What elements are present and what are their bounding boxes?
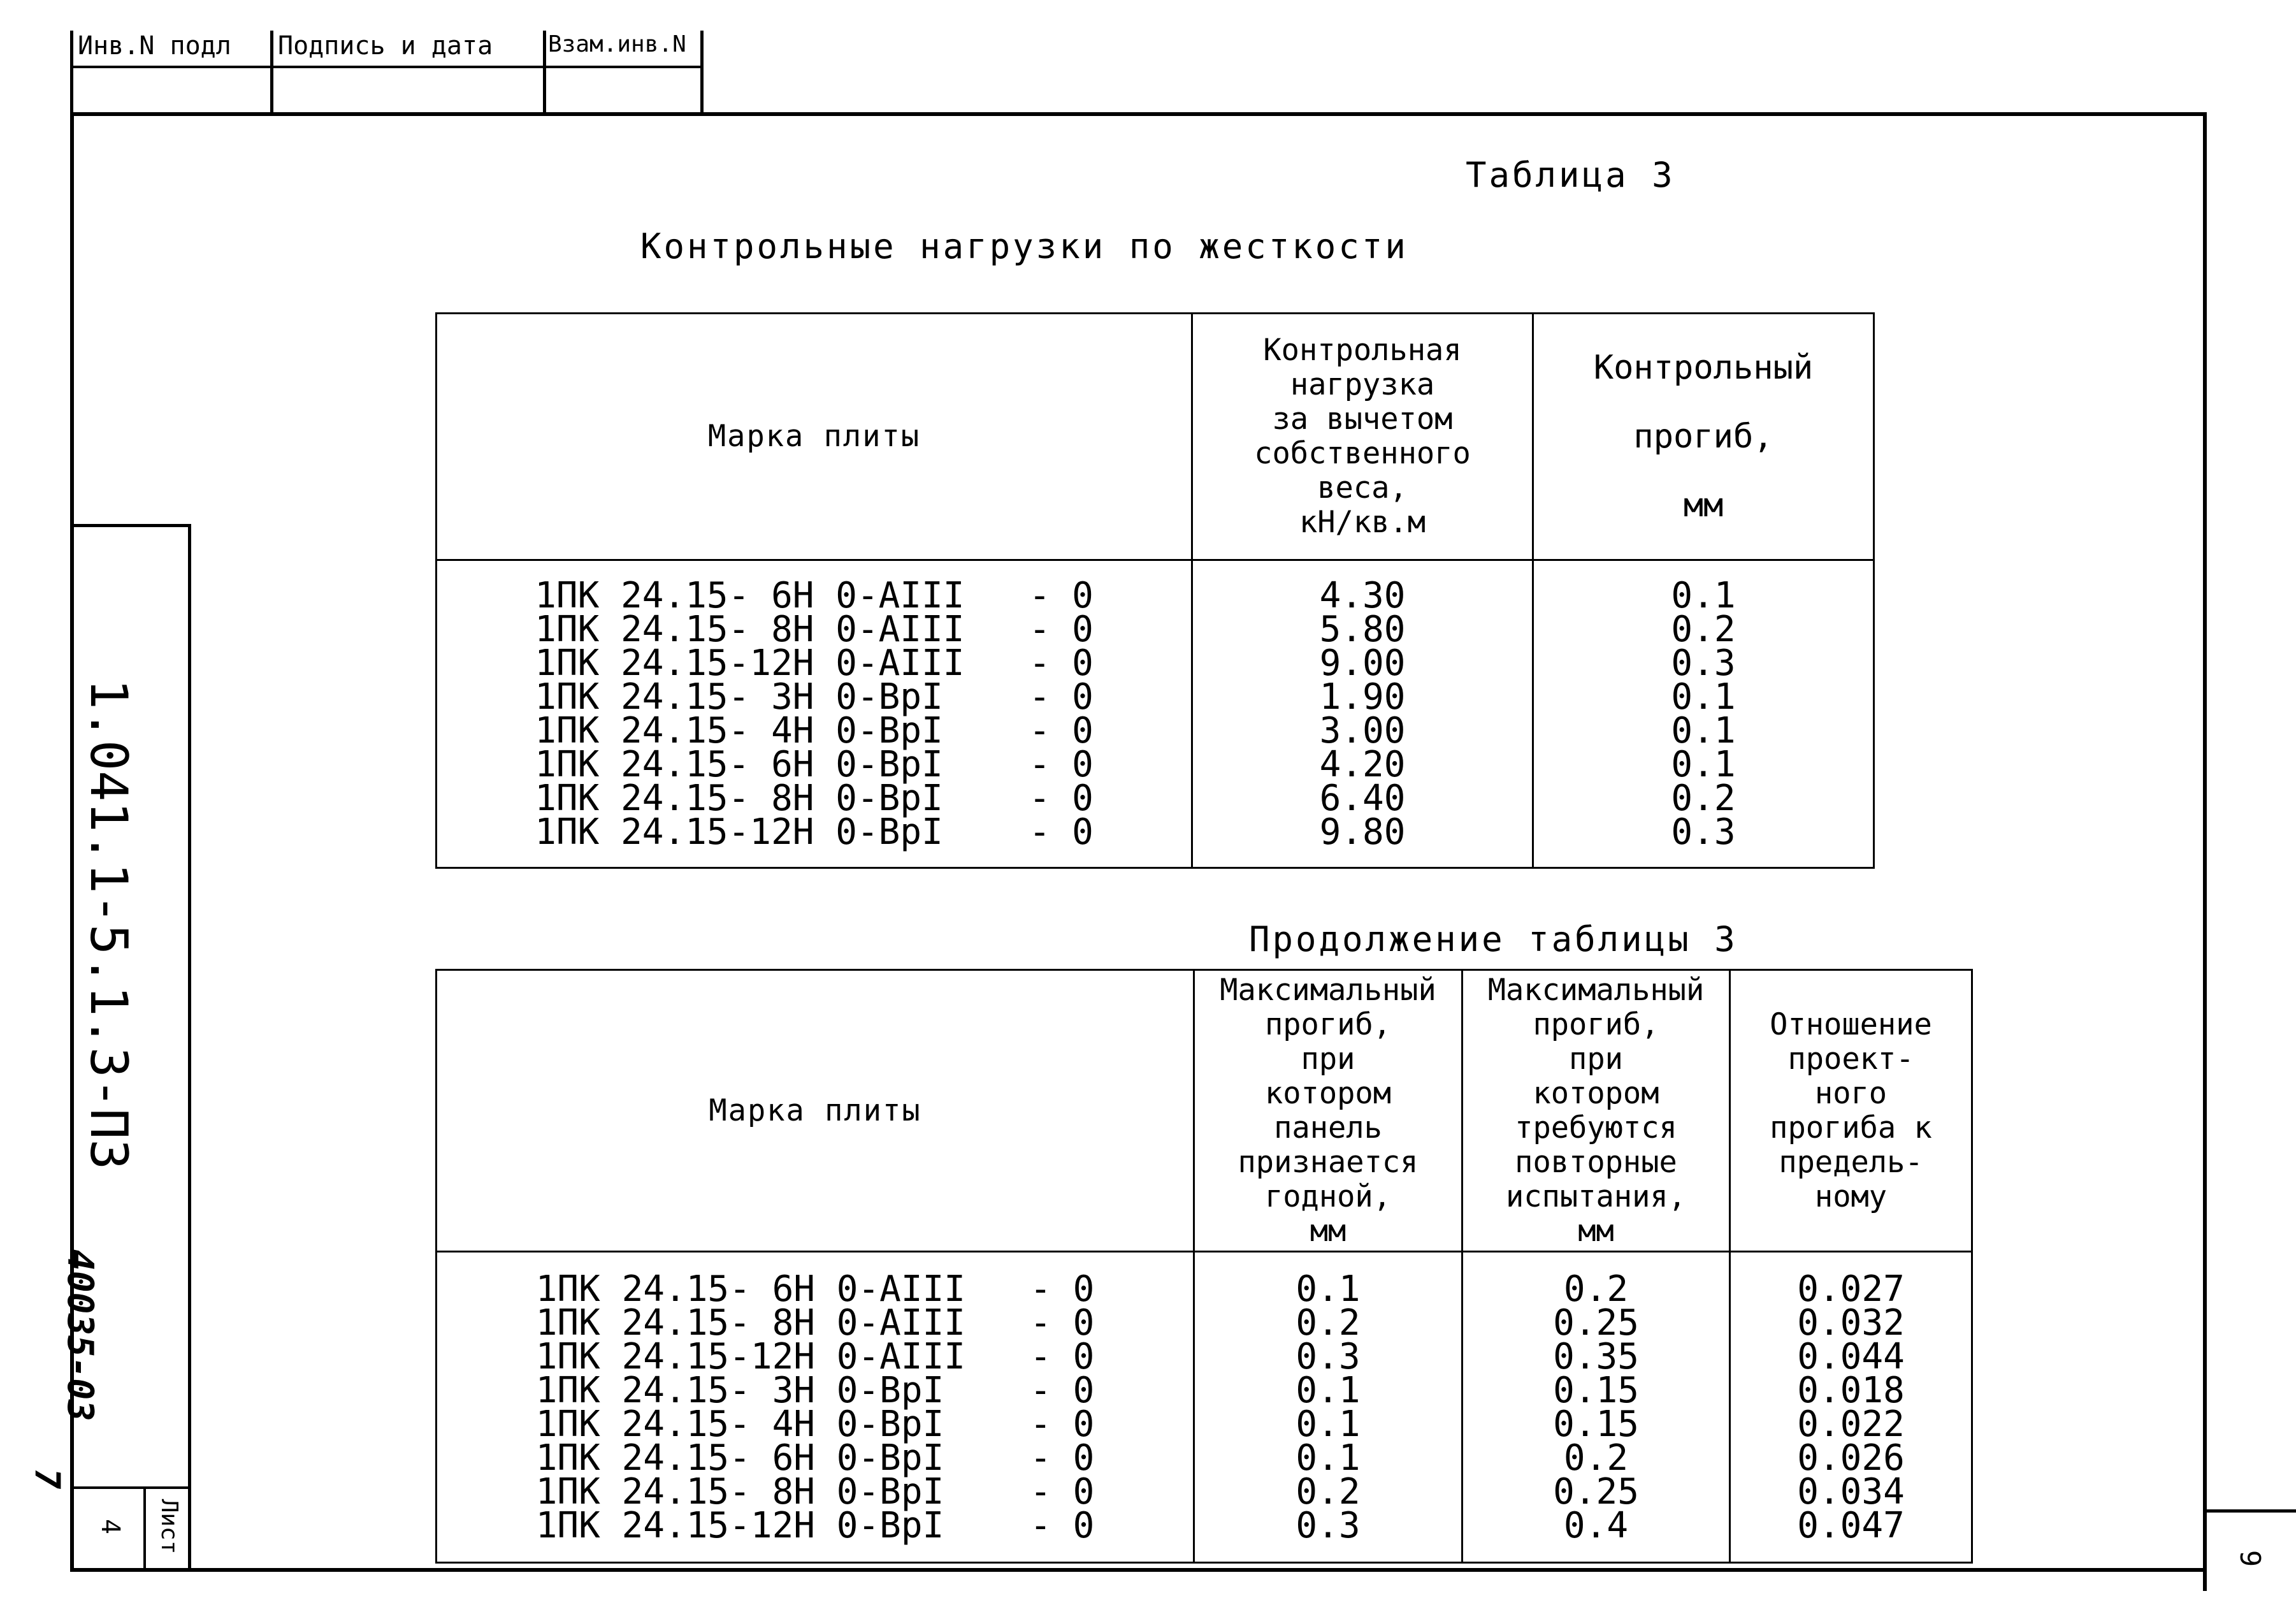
stamp-divider-4: [700, 31, 704, 115]
stamp-divider-3: [543, 31, 546, 115]
stamp-label-inv: Инв.N подл: [78, 31, 231, 61]
stamp-divider-2: [270, 31, 273, 115]
table2-caption: Продолжение таблицы 3: [1249, 919, 1738, 959]
table2: [435, 969, 1973, 1564]
document-code: 1.041.1-5.1.3-ПЗ: [79, 678, 138, 1170]
stamp-label-replace: Взам.инв.N: [548, 31, 686, 57]
side-box-right: [188, 524, 191, 1571]
page-box-top: [2203, 1509, 2296, 1513]
table2-marks: 1ПК 24.15- 6Н 0-AIII - 0 1ПК 24.15- 8Н 0-AIII - 0 1ПК 24.15-12Н 0-AIII - 0 1ПК 24.15- 3Н 0-ВрI - 0 1ПК 24.15- 4Н 0-ВрI - 0 1ПК 24.15- 6Н 0-ВрI - 0 1ПК 24.15- 8Н 0-ВрI - 0 1ПК 24.15-12Н 0-ВрI - 0: [535, 1268, 1095, 1546]
stamp-top-line: [70, 66, 704, 68]
table1-marks: 1ПК 24.15- 6Н 0-AIII - 0 1ПК 24.15- 8Н 0-AIII - 0 1ПК 24.15-12Н 0-AIII - 0 1ПК 24.15- 3Н 0-ВрI - 0 1ПК 24.15- 4Н 0-ВрI - 0 1ПК 24.15- 6Н 0-ВрI - 0 1ПК 24.15- 8Н 0-ВрI - 0 1ПК 24.15-12Н 0-ВрI - 0: [535, 575, 1094, 853]
handwritten-number: 40035-03: [59, 1249, 101, 1421]
sheet-box-top: [70, 1486, 191, 1489]
frame-top: [70, 112, 2207, 116]
table2-header-accept: Максимальный прогиб, при котором панель признается годной, мм: [1194, 970, 1462, 1252]
side-box-top: [70, 524, 191, 527]
table2-ratio: 0.027 0.032 0.044 0.018 0.022 0.026 0.034 0.047: [1797, 1268, 1905, 1546]
table1-loads: 4.30 5.80 9.00 1.90 3.00 4.20 6.40 9.80: [1319, 575, 1406, 853]
sheet-box-divider: [143, 1486, 146, 1569]
table1-header-load: Контрольная нагрузка за вычетом собственного веса, кН/кв.м: [1192, 314, 1533, 560]
stamp-label-signature: Подпись и дата: [278, 31, 493, 61]
sheet-label: Лист: [156, 1499, 182, 1555]
page-number: 9: [2234, 1550, 2266, 1567]
handwritten-mark: 7: [27, 1468, 68, 1490]
table2-header-mark: Марка плиты: [437, 970, 1194, 1252]
table2-max-accept: 0.1 0.2 0.3 0.1 0.1 0.1 0.2 0.3: [1296, 1268, 1361, 1546]
table2-max-retest: 0.2 0.25 0.35 0.15 0.15 0.2 0.25 0.4: [1553, 1268, 1639, 1546]
table1-deflections: 0.1 0.2 0.3 0.1 0.1 0.1 0.2 0.3: [1671, 575, 1736, 853]
table1-title: Контрольные нагрузки по жесткости: [640, 226, 1408, 266]
table1-header-mark: Марка плиты: [437, 314, 1192, 560]
table1-caption: Таблица 3: [1466, 155, 1675, 195]
table2-header-ratio: Отношение проект- ного прогиба к предель- ному: [1730, 970, 1972, 1252]
table1-header-deflection: Контрольный прогиб, мм: [1533, 314, 1874, 560]
frame-bottom: [70, 1568, 2207, 1572]
table2-header-retest: Максимальный прогиб, при котором требуются повторные испытания, мм: [1462, 970, 1730, 1252]
frame-right: [2203, 112, 2207, 1591]
stamp-divider-1: [70, 31, 73, 115]
sheet-number: 4: [96, 1518, 125, 1535]
table1: [435, 312, 1875, 869]
